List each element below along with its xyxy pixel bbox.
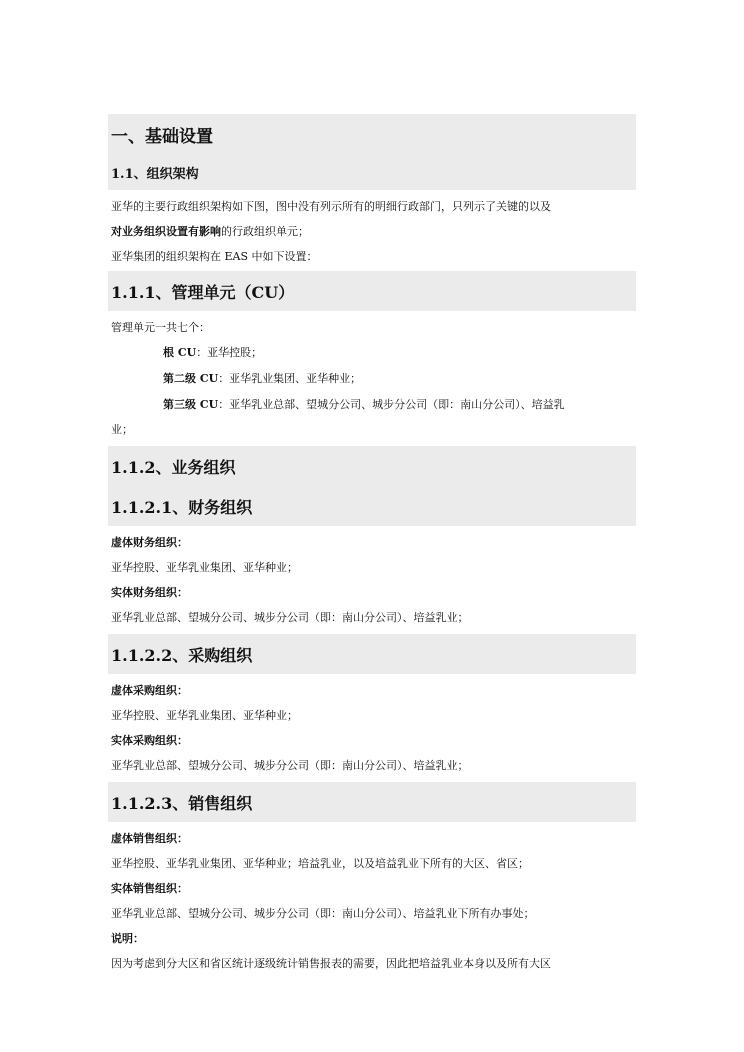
note-text: 因为考虑到分大区和省区统计逐级统计销售报表的需要，因此把培益乳业本身以及所有大区 — [111, 957, 551, 970]
heading-1: 一、基础设置 — [108, 114, 636, 154]
bullet-icon — [108, 366, 163, 392]
pur-real-label: 实体采购组织： — [111, 734, 188, 747]
bullet-item — [108, 340, 636, 366]
cu-intro: 管理单元一共七个： — [111, 321, 210, 334]
heading-1-1-2: 1.1.2、业务组织 — [108, 446, 636, 486]
bullet-label: 第三级 CU — [163, 398, 219, 411]
fin-virtual-text: 亚华控股、亚华乳业集团、亚华种业； — [111, 561, 298, 574]
fin-virtual-label: 虚体财务组织： — [111, 536, 188, 549]
bullet-text: ：亚华乳业总部、望城分公司、城步分公司（即：南山分公司）、培益乳 — [218, 398, 565, 411]
intro-bold-text: 对业务组织设置有影响 — [111, 225, 221, 238]
heading-1-1-2-2: 1.1.2.2、采购组织 — [108, 634, 636, 674]
bullet-item — [108, 392, 636, 418]
intro-line-2 — [108, 219, 636, 244]
sal-real-text: 亚华乳业总部、望城分公司、城步分公司（即：南山分公司）、培益乳业下所有办事处； — [111, 907, 535, 920]
sal-virtual-text: 亚华控股、亚华乳业集团、亚华种业；培益乳业，以及培益乳业下所有的大区、省区； — [111, 857, 529, 870]
bullet-continuation: 业； — [111, 423, 133, 436]
bullet-text: ：亚华控股； — [196, 346, 263, 359]
pur-real-text: 亚华乳业总部、望城分公司、城步分公司（即：南山分公司）、培益乳业； — [111, 759, 469, 772]
heading-1-1: 1.1、组织架构 — [108, 154, 636, 190]
sal-real-label: 实体销售组织： — [111, 882, 188, 895]
heading-1-1-1: 1.1.1、管理单元（CU） — [108, 271, 636, 311]
bullet-label: 根 CU — [163, 346, 197, 359]
bullet-label: 第二级 CU — [163, 372, 219, 385]
bullet-icon — [108, 340, 163, 366]
bullet-item — [108, 366, 636, 392]
heading-1-1-2-1: 1.1.2.1、财务组织 — [108, 486, 636, 526]
pur-virtual-label: 虚体采购组织： — [111, 684, 188, 697]
fin-real-text: 亚华乳业总部、望城分公司、城步分公司（即：南山分公司）、培益乳业； — [111, 611, 469, 624]
pur-virtual-text: 亚华控股、亚华乳业集团、亚华种业； — [111, 709, 298, 722]
intro-line-1: 亚华的主要行政组织架构如下图，图中没有列示所有的明细行政部门，只列示了关键的以及 — [111, 200, 551, 213]
document-content — [108, 114, 636, 976]
sal-virtual-label: 虚体销售组织： — [111, 832, 188, 845]
note-label: 说明： — [111, 932, 144, 945]
bullet-icon — [108, 392, 163, 418]
heading-1-1-2-3: 1.1.2.3、销售组织 — [108, 782, 636, 822]
fin-real-label: 实体财务组织： — [111, 586, 188, 599]
bullet-text: ：亚华乳业集团、亚华种业； — [218, 372, 362, 385]
intro-line-3: 亚华集团的组织架构在 EAS 中如下设置： — [111, 250, 318, 263]
intro-rest-text: 的行政组织单元； — [221, 225, 309, 238]
